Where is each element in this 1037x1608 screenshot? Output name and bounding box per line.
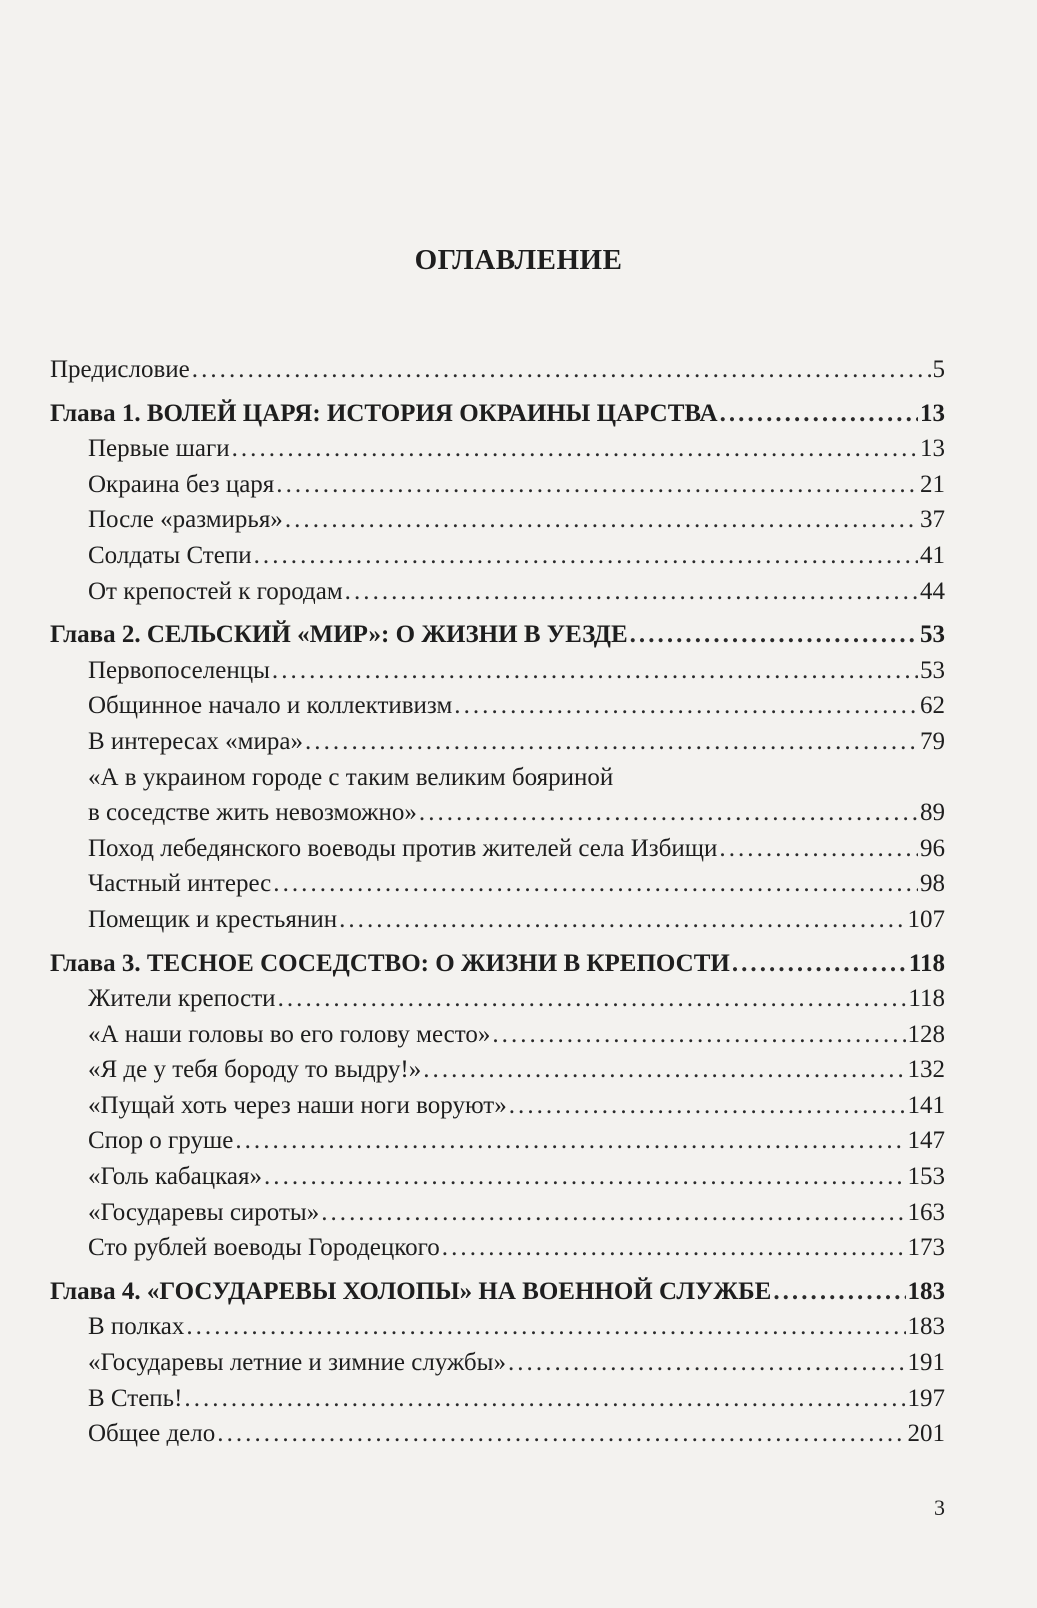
- toc-section: [50, 1416, 945, 1452]
- section-title: Поход лебедянского воеводы против жителей села Избищи: [88, 834, 718, 862]
- toc-section: [50, 724, 945, 760]
- section-page: 41: [920, 541, 945, 569]
- dot-leader: [630, 617, 918, 653]
- section-page: 13: [920, 435, 945, 463]
- section-title: «Государевы сироты»: [88, 1198, 320, 1226]
- section-page: 128: [907, 1020, 945, 1048]
- dot-leader: [509, 1088, 906, 1124]
- section-title: Помещик и крестьянин: [88, 905, 338, 933]
- toc-section: [50, 1345, 945, 1381]
- dot-leader: [272, 653, 918, 689]
- section-title: Частный интерес: [88, 870, 272, 898]
- dot-leader: [192, 352, 931, 388]
- toc-section: [50, 1017, 945, 1053]
- dot-leader: [232, 431, 918, 467]
- section-title: «Государевы летние и зимние службы»: [88, 1349, 506, 1377]
- toc-section: [50, 502, 945, 538]
- dot-leader: [321, 1195, 905, 1231]
- section-page: 132: [907, 1056, 945, 1084]
- section-title: В Степь!: [88, 1384, 183, 1412]
- dot-leader: [217, 1416, 905, 1452]
- chapter-page: 53: [920, 621, 945, 649]
- section-page: 173: [907, 1234, 945, 1262]
- section-title: Общее дело: [88, 1420, 216, 1448]
- chapter-page: 118: [908, 949, 945, 977]
- toc-section: [50, 1230, 945, 1266]
- toc-section: [50, 795, 945, 831]
- toc-section: [50, 1195, 945, 1231]
- dot-leader: [339, 902, 905, 938]
- toc-entry-page: 5: [932, 356, 945, 383]
- section-title: От крепостей к городам: [88, 577, 343, 605]
- toc-entry-preface: [50, 352, 945, 388]
- chapter-title: Глава 3. ТЕСНОЕ СОСЕДСТВО: О ЖИЗНИ В КРЕПОСТИ: [50, 949, 730, 977]
- chapter-title: Глава 2. СЕЛЬСКИЙ «МИР»: О ЖИЗНИ В УЕЗДЕ: [50, 621, 628, 649]
- section-title: «Голь кабацкая»: [88, 1163, 262, 1191]
- toc-chapter-4: [50, 1274, 945, 1310]
- dot-leader: [508, 1345, 906, 1381]
- section-title: Первые шаги: [88, 435, 230, 463]
- toc-section: [50, 1381, 945, 1417]
- toc-chapter-1: [50, 396, 945, 432]
- page-number: 3: [934, 1495, 945, 1520]
- section-page: 98: [920, 870, 945, 898]
- section-page: 141: [907, 1091, 945, 1119]
- dot-leader: [720, 396, 918, 432]
- dot-leader: [732, 946, 907, 982]
- section-title: Общинное начало и коллективизм: [88, 692, 453, 720]
- dot-leader: [773, 1274, 905, 1310]
- dot-leader: [278, 981, 907, 1017]
- dot-leader: [305, 724, 918, 760]
- dot-leader: [719, 831, 918, 867]
- section-page: 96: [920, 834, 945, 862]
- dot-leader: [276, 467, 918, 503]
- dot-leader: [235, 1123, 905, 1159]
- section-title: Солдаты Степи: [88, 541, 252, 569]
- toc-section: [50, 653, 945, 689]
- dot-leader: [423, 1052, 905, 1088]
- toc-section: [50, 538, 945, 574]
- section-page: 201: [907, 1420, 945, 1448]
- toc-section: [50, 1309, 945, 1345]
- toc-chapter-2: [50, 617, 945, 653]
- chapter-page: 183: [907, 1277, 945, 1305]
- section-title: В полках: [88, 1313, 185, 1341]
- dot-leader: [186, 1309, 905, 1345]
- dot-leader: [419, 795, 918, 831]
- section-page: 191: [907, 1349, 945, 1377]
- chapter-title: Глава 4. «ГОСУДАРЕВЫ ХОЛОПЫ» НА ВОЕННОЙ СЛУЖБЕ: [50, 1277, 772, 1305]
- section-title: Сто рублей воеводы Городецкого: [88, 1234, 440, 1262]
- dot-leader: [184, 1381, 905, 1417]
- dot-leader: [264, 1159, 906, 1195]
- toc-chapter-3: [50, 946, 945, 982]
- toc-section: [50, 902, 945, 938]
- section-title: Окраина без царя: [88, 470, 275, 498]
- toc-section: [50, 574, 945, 610]
- toc-section: [50, 467, 945, 503]
- section-page: 79: [920, 727, 945, 755]
- section-title: «Пущай хоть через наши ноги воруют»: [88, 1091, 507, 1119]
- section-page: 44: [920, 577, 945, 605]
- section-page: 89: [920, 799, 945, 827]
- toc-section: [50, 1123, 945, 1159]
- section-page: 197: [907, 1384, 945, 1412]
- section-page: 183: [907, 1313, 945, 1341]
- toc-section: [50, 1088, 945, 1124]
- dot-leader: [273, 866, 918, 902]
- chapter-page: 13: [920, 399, 945, 427]
- section-page: 118: [908, 985, 945, 1013]
- section-page: 107: [907, 905, 945, 933]
- section-title: Первопоселенцы: [88, 656, 270, 684]
- dot-leader: [492, 1017, 905, 1053]
- section-page: 62: [920, 692, 945, 720]
- toc-section: [50, 1052, 945, 1088]
- page-title: ОГЛАВЛЕНИЕ: [414, 244, 623, 276]
- dot-leader: [454, 688, 918, 724]
- section-page: 163: [907, 1198, 945, 1226]
- toc-section: [50, 866, 945, 902]
- chapter-title: Глава 1. ВОЛЕЙ ЦАРЯ: ИСТОРИЯ ОКРАИНЫ ЦАРСТВА: [50, 399, 718, 427]
- section-title: Спор о груше: [88, 1127, 234, 1155]
- section-title: Жители крепости: [88, 985, 276, 1013]
- toc-section: [50, 688, 945, 724]
- section-title: «А наши головы во его голову место»: [88, 1020, 491, 1048]
- section-page: 53: [920, 656, 945, 684]
- section-page: 21: [920, 470, 945, 498]
- section-title-line: «А в украином городе с таким великим бояриной: [88, 763, 614, 791]
- section-page: 37: [920, 506, 945, 534]
- section-title: В интересах «мира»: [88, 727, 303, 755]
- toc-section: [50, 831, 945, 867]
- toc-section: [50, 1159, 945, 1195]
- section-title: «Я де у тебя бороду то выдру!»: [88, 1056, 422, 1084]
- section-title: в соседстве жить невозможно»: [88, 799, 417, 827]
- dot-leader: [345, 574, 918, 610]
- toc-section: [50, 431, 945, 467]
- toc-entry-label: Предисловие: [50, 356, 190, 383]
- table-of-contents: [50, 352, 945, 1452]
- dot-leader: [254, 538, 918, 574]
- section-page: 153: [907, 1163, 945, 1191]
- dot-leader: [442, 1230, 906, 1266]
- dot-leader: [285, 502, 918, 538]
- section-title: После «размирья»: [88, 506, 283, 534]
- toc-section: [50, 981, 945, 1017]
- section-page: 147: [907, 1127, 945, 1155]
